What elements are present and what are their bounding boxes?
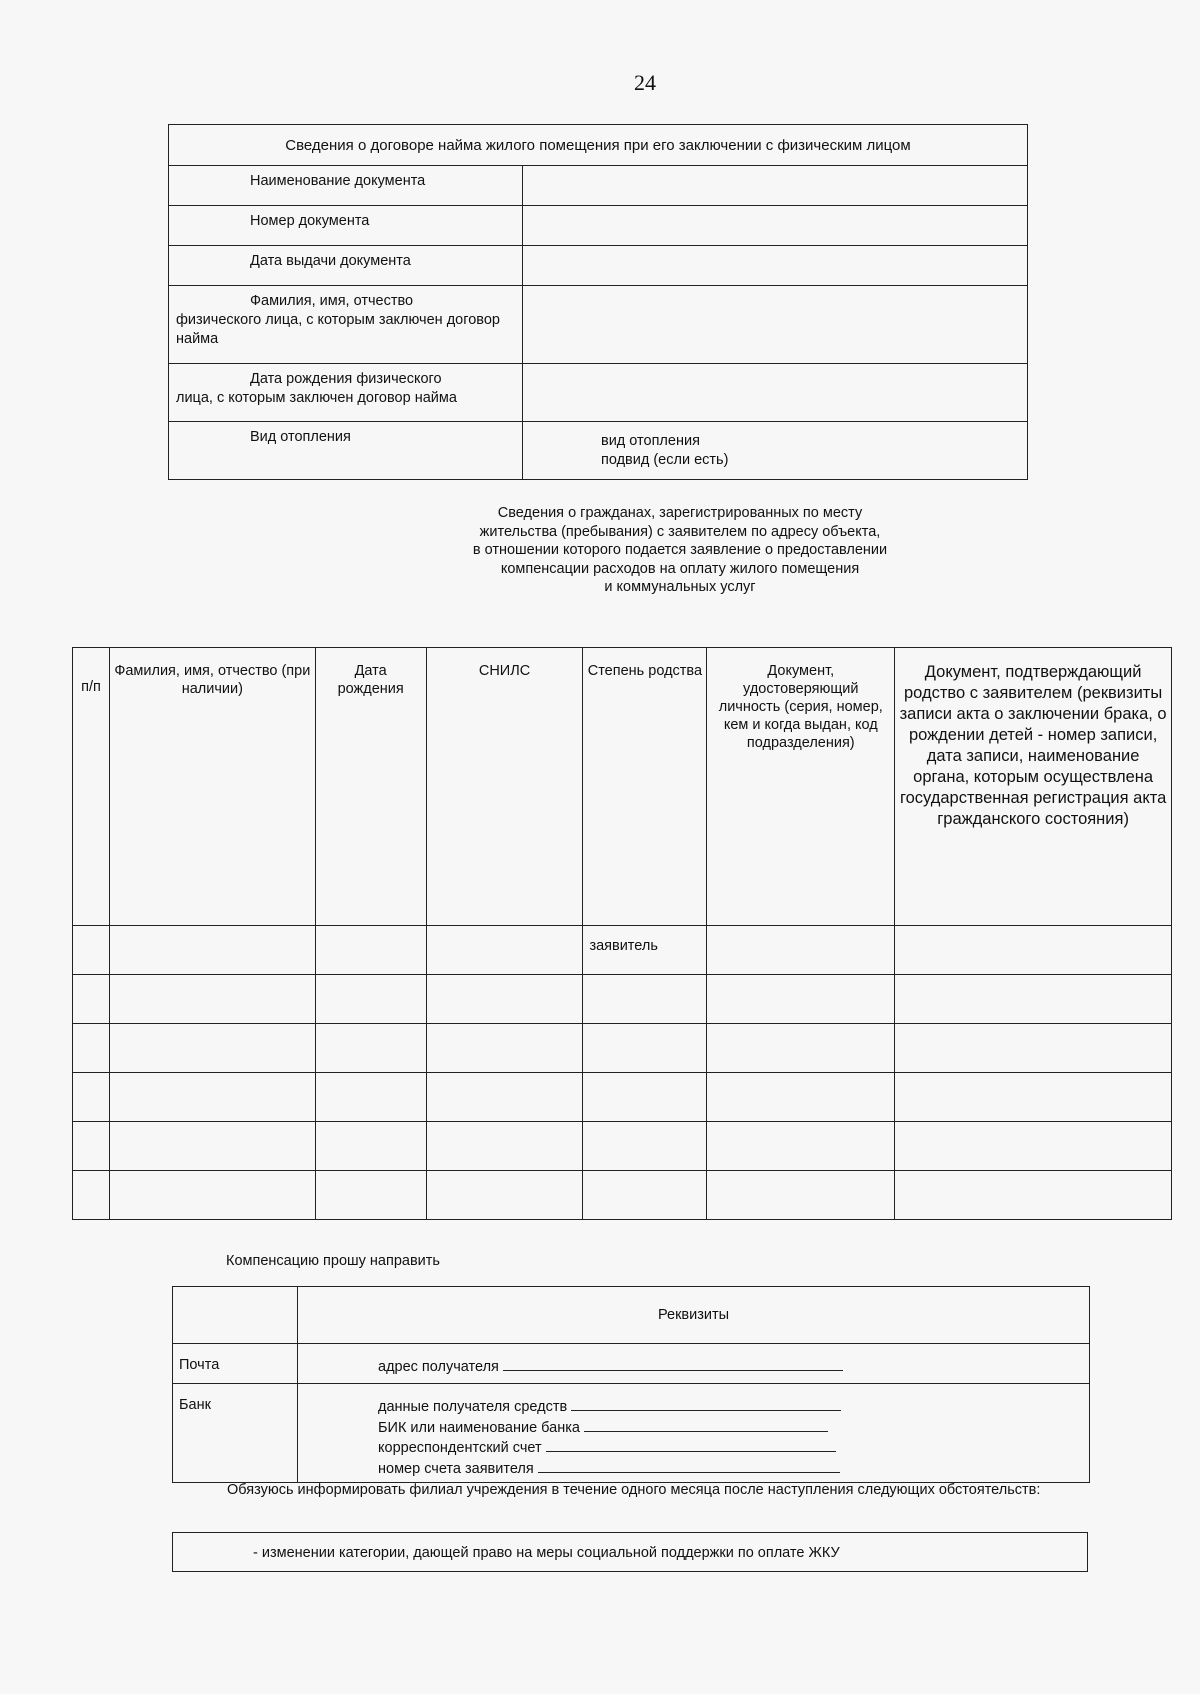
contract-row-label: Номер документа [169,206,523,246]
cell[interactable] [315,1073,426,1122]
applicant-account-line[interactable] [538,1458,840,1473]
cell[interactable] [707,975,895,1024]
cell[interactable] [895,1171,1172,1220]
table-row [73,926,1172,975]
cell[interactable] [315,1024,426,1073]
cell[interactable] [895,1024,1172,1073]
col-header-birth-date: Дата рождения [315,648,426,926]
cell[interactable] [109,975,315,1024]
cell[interactable] [707,1024,895,1073]
heating-type-label: Вид отопления [169,422,523,480]
requisites-table [172,1286,1090,1483]
cell[interactable] [73,975,110,1024]
cell[interactable] [315,1122,426,1171]
col-header-kinship-document: Документ, подтверждающий родство с заявителем (реквизиты записи акта о заключении брака, о рождении детей - номер записи, дата записи, наименование органа, которым осуществлена государственная регистрация акта гражданского состояния) [895,648,1172,926]
field-label: адрес получателя [378,1359,499,1375]
condition-box: - изменении категории, дающей право на меры социальной поддержки по оплате ЖКУ [172,1532,1088,1572]
col-header-number: п/п [73,648,110,926]
cell[interactable] [73,1024,110,1073]
page-number: 24 [634,70,656,95]
cell[interactable] [895,1073,1172,1122]
field-label: номер счета заявителя [378,1460,534,1477]
bank-bik-line[interactable] [584,1417,828,1432]
mail-label: Почта [173,1344,298,1384]
contract-row-label: Дата рождения физического лица, с которым заключен договор найма [169,364,523,422]
cell[interactable] [426,975,583,1024]
cell[interactable] [315,975,426,1024]
cell[interactable] [109,1171,315,1220]
cell[interactable] [315,926,426,975]
mail-fields [298,1344,1090,1384]
cell[interactable] [315,1171,426,1220]
col-header-id-document: Документ, удостоверяющий личность (серия, номер, кем и когда выдан, код подразделения) [707,648,895,926]
contract-info-table [168,124,1028,480]
col-header-name: Фамилия, имя, отчество (при наличии) [109,648,315,926]
field-label: корреспондентский счет [378,1440,542,1456]
heating-type-value[interactable]: вид отопления подвид (если есть) [523,422,1028,480]
contract-row-value[interactable] [523,166,1028,206]
contract-table-title: Сведения о договоре найма жилого помещения при его заключении с физическим лицом [169,125,1028,166]
relation-cell[interactable] [583,1122,707,1171]
col-header-snils: СНИЛС [426,648,583,926]
cell[interactable] [895,1122,1172,1171]
table-row [73,1122,1172,1171]
cell[interactable] [109,1024,315,1073]
compensation-label: Компенсацию прошу направить [226,1253,440,1269]
cell[interactable] [73,926,110,975]
citizens-table [72,647,1172,1220]
contract-row-value[interactable] [523,364,1028,422]
contract-row-value[interactable] [523,286,1028,364]
cell[interactable] [73,1171,110,1220]
cell[interactable] [426,1122,583,1171]
obligation-text: Обязуюсь информировать филиал учреждения в течение одного месяца после наступления следующих обстоятельств: [227,1482,1041,1498]
contract-row-value[interactable] [523,206,1028,246]
cell[interactable] [895,926,1172,975]
cell[interactable] [895,975,1172,1024]
relation-cell[interactable]: заявитель [583,926,707,975]
cell[interactable] [109,926,315,975]
table-row [73,975,1172,1024]
cell[interactable] [426,1073,583,1122]
cell[interactable] [73,1122,110,1171]
relation-cell[interactable] [583,1024,707,1073]
relation-cell[interactable] [583,1171,707,1220]
cell[interactable] [707,1122,895,1171]
cell[interactable] [109,1073,315,1122]
contract-row-label: Фамилия, имя, отчество физического лица, с которым заключен договор найма [169,286,523,364]
cell[interactable] [426,1024,583,1073]
cell[interactable] [109,1122,315,1171]
cell[interactable] [707,1171,895,1220]
requisites-header: Реквизиты [298,1287,1090,1344]
relation-cell[interactable] [583,1073,707,1122]
bank-label: Банк [173,1384,298,1483]
cell[interactable] [707,1073,895,1122]
recipient-line[interactable] [571,1396,841,1411]
cell[interactable] [707,926,895,975]
field-label: данные получателя средств [378,1399,568,1415]
field-label: БИК или наименование банка [378,1419,580,1436]
col-header-relation: Степень родства [583,648,707,926]
relation-cell[interactable] [583,975,707,1024]
cell[interactable] [426,926,583,975]
citizens-section-title: Сведения о гражданах, зарегистрированных по месту жительства (пребывания) с заявителем по адресу объекта, в отношении которого подается заявление о предоставлении компенсации расходов на оплату жилого помещения и коммунальных услуг [472,505,888,595]
table-row [73,1024,1172,1073]
contract-row-label: Наименование документа [169,166,523,206]
table-row [73,1171,1172,1220]
bank-fields [298,1384,1090,1483]
correspondent-account-line[interactable] [546,1437,836,1452]
cell[interactable] [426,1171,583,1220]
contract-row-value[interactable] [523,246,1028,286]
recipient-address-line[interactable] [503,1356,843,1371]
contract-row-label: Дата выдачи документа [169,246,523,286]
empty-corner-cell [173,1287,298,1344]
cell[interactable] [73,1073,110,1122]
table-row [73,1073,1172,1122]
